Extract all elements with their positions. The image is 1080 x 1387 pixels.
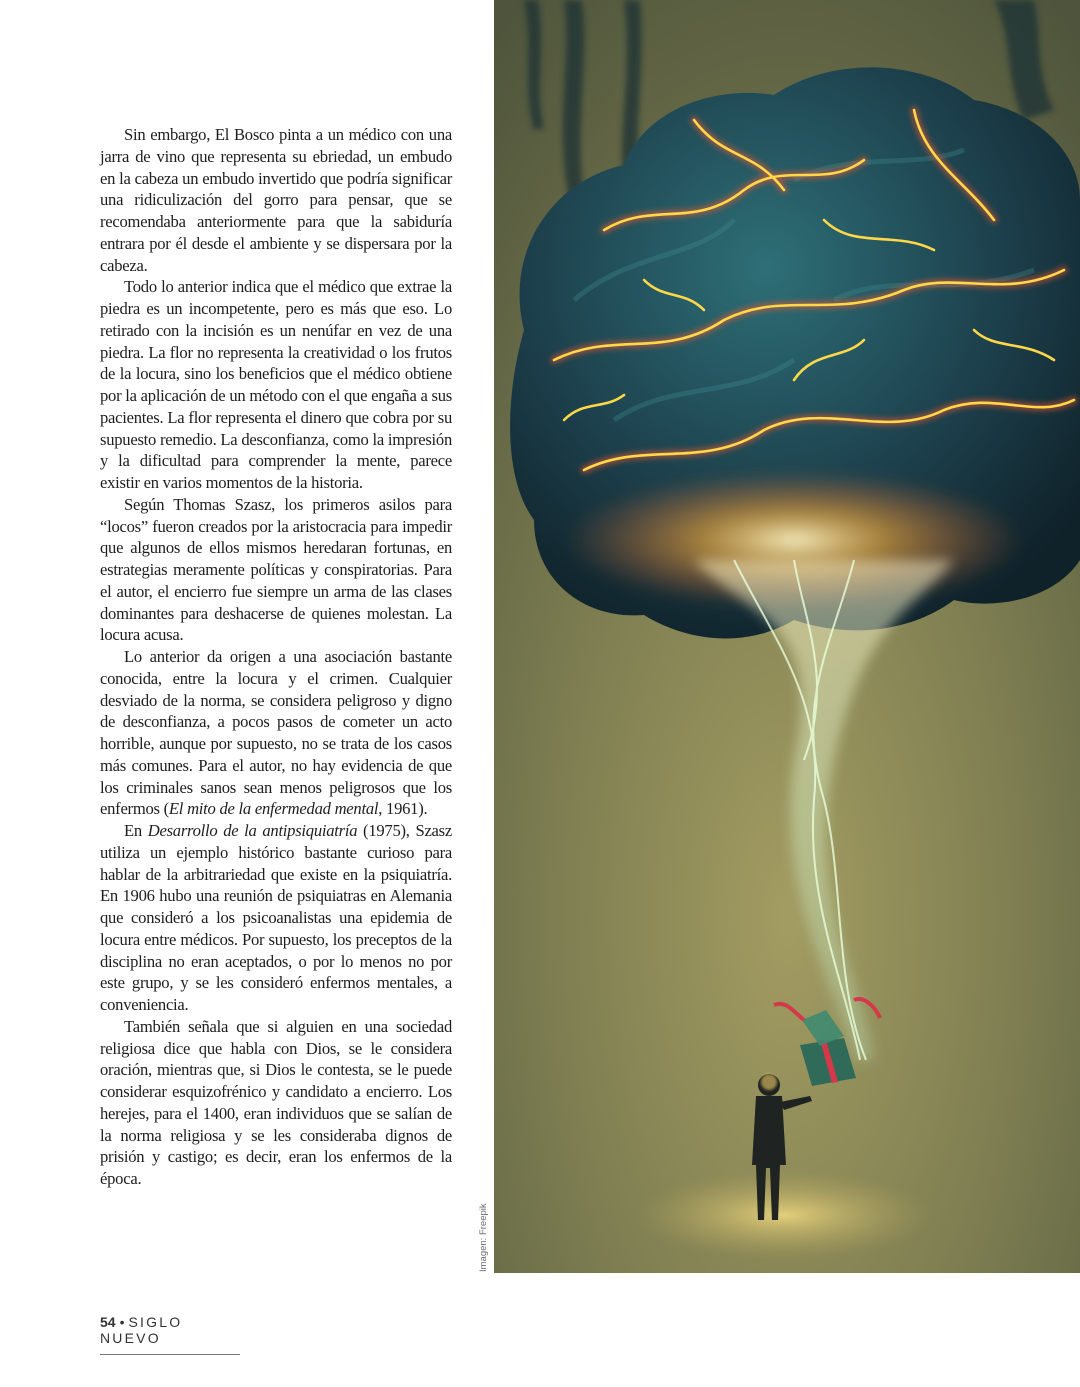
brain-illustration [494,0,1080,1273]
paragraph-text: , 1961). [378,799,428,819]
paragraph-text: (1975), Szasz utiliza un ejemplo histórico bastante curioso para hablar de la arbitrariedad que existe en la psiquiatría. En 1906 hubo una reunión de psiquiatras en Alemania que consideró a los psicoanalistas una epidemia de locura entre médicos. Por supuesto, los preceptos de la disciplina no eran aceptados, o por lo menos no por este grupo, y se les consideró enfermos mentales, a conveniencia. [100,821,452,1014]
article-paragraph [100,820,452,1016]
article-paragraph [100,1016,452,1190]
paragraph-text: Lo anterior da origen a una asociación bastante conocida, entre la locura y el crimen. Cualquier desviado de la norma, se considera peligroso y digno de desconfianza, a pocos pasos de cometer un acto horrible, aunque por supuesto, no se trata de los casos más comunes. Para el autor, no hay evidencia de que los criminales sanos sean menos peligrosos que los enfermos ( [100,647,452,819]
floor-glow [634,1170,934,1260]
paragraph-text: También señala que si alguien en una sociedad religiosa dice que habla con Dios, se le considera oración, mientras que, si Dios le contesta, se le puede considerar esquizofrénico y candidato a encierro. Los herejes, para el 1400, eran individuos que se salían de la norma religiosa y se les consideraba dignos de prisión y castigo; es decir, eran los enfermos de la época. [100,1016,452,1188]
image-credit: Imagen: Freepik [478,1203,489,1272]
paragraph-text: En [124,821,148,840]
book-title: Desarrollo de la antipsiquiatría [147,821,358,840]
article-paragraph [100,124,452,276]
magazine-name: SIGLO NUEVO [100,1314,183,1346]
paragraph-text: Según Thomas Szasz, los primeros asilos para “locos” fueron creados por la aristocracia para impedir que algunos de ellos mismos heredaran fortunas, en estrategias meramente políticas y conspiratorias. Para el autor, el encierro fue siempre un arma de las clases dominantes para deshacerse de quienes molestan. La locura acusa. [100,494,452,645]
footer-separator: • [119,1314,125,1330]
article-paragraph [100,494,452,646]
article-paragraph [100,276,452,494]
paragraph-text: Todo lo anterior indica que el médico que extrae la piedra es un incompetente, pero es más que eso. Lo retirado con la incisión es un nenúfar en vez de una piedra. La flor no representa la creatividad o los frutos de la locura, sino los beneficios que el médico obtiene por la aplicación de un método con el que engaña a sus pacientes. La flor representa el dinero que cobra por su supuesto remedio. La desconfianza, como la impresión y la dificultad para comprender la mente, parece existir en varios momentos de la historia. [100,277,452,492]
article-column [100,124,452,1190]
paragraph-text: Sin embargo, El Bosco pinta a un médico con una jarra de vino que representa su ebriedad, un embudo en la cabeza un embudo invertido que podría significar una ridiculización del gorro para pensar, que se recomendaba anteriormente para que la sabiduría entrara por él desde el ambiente y se dispersara por la cabeza. [100,125,452,275]
book-title: El mito de la enfermedad mental [168,799,379,819]
article-paragraph [100,646,452,820]
page-number: 54 [100,1314,116,1330]
page-footer [100,1314,240,1355]
